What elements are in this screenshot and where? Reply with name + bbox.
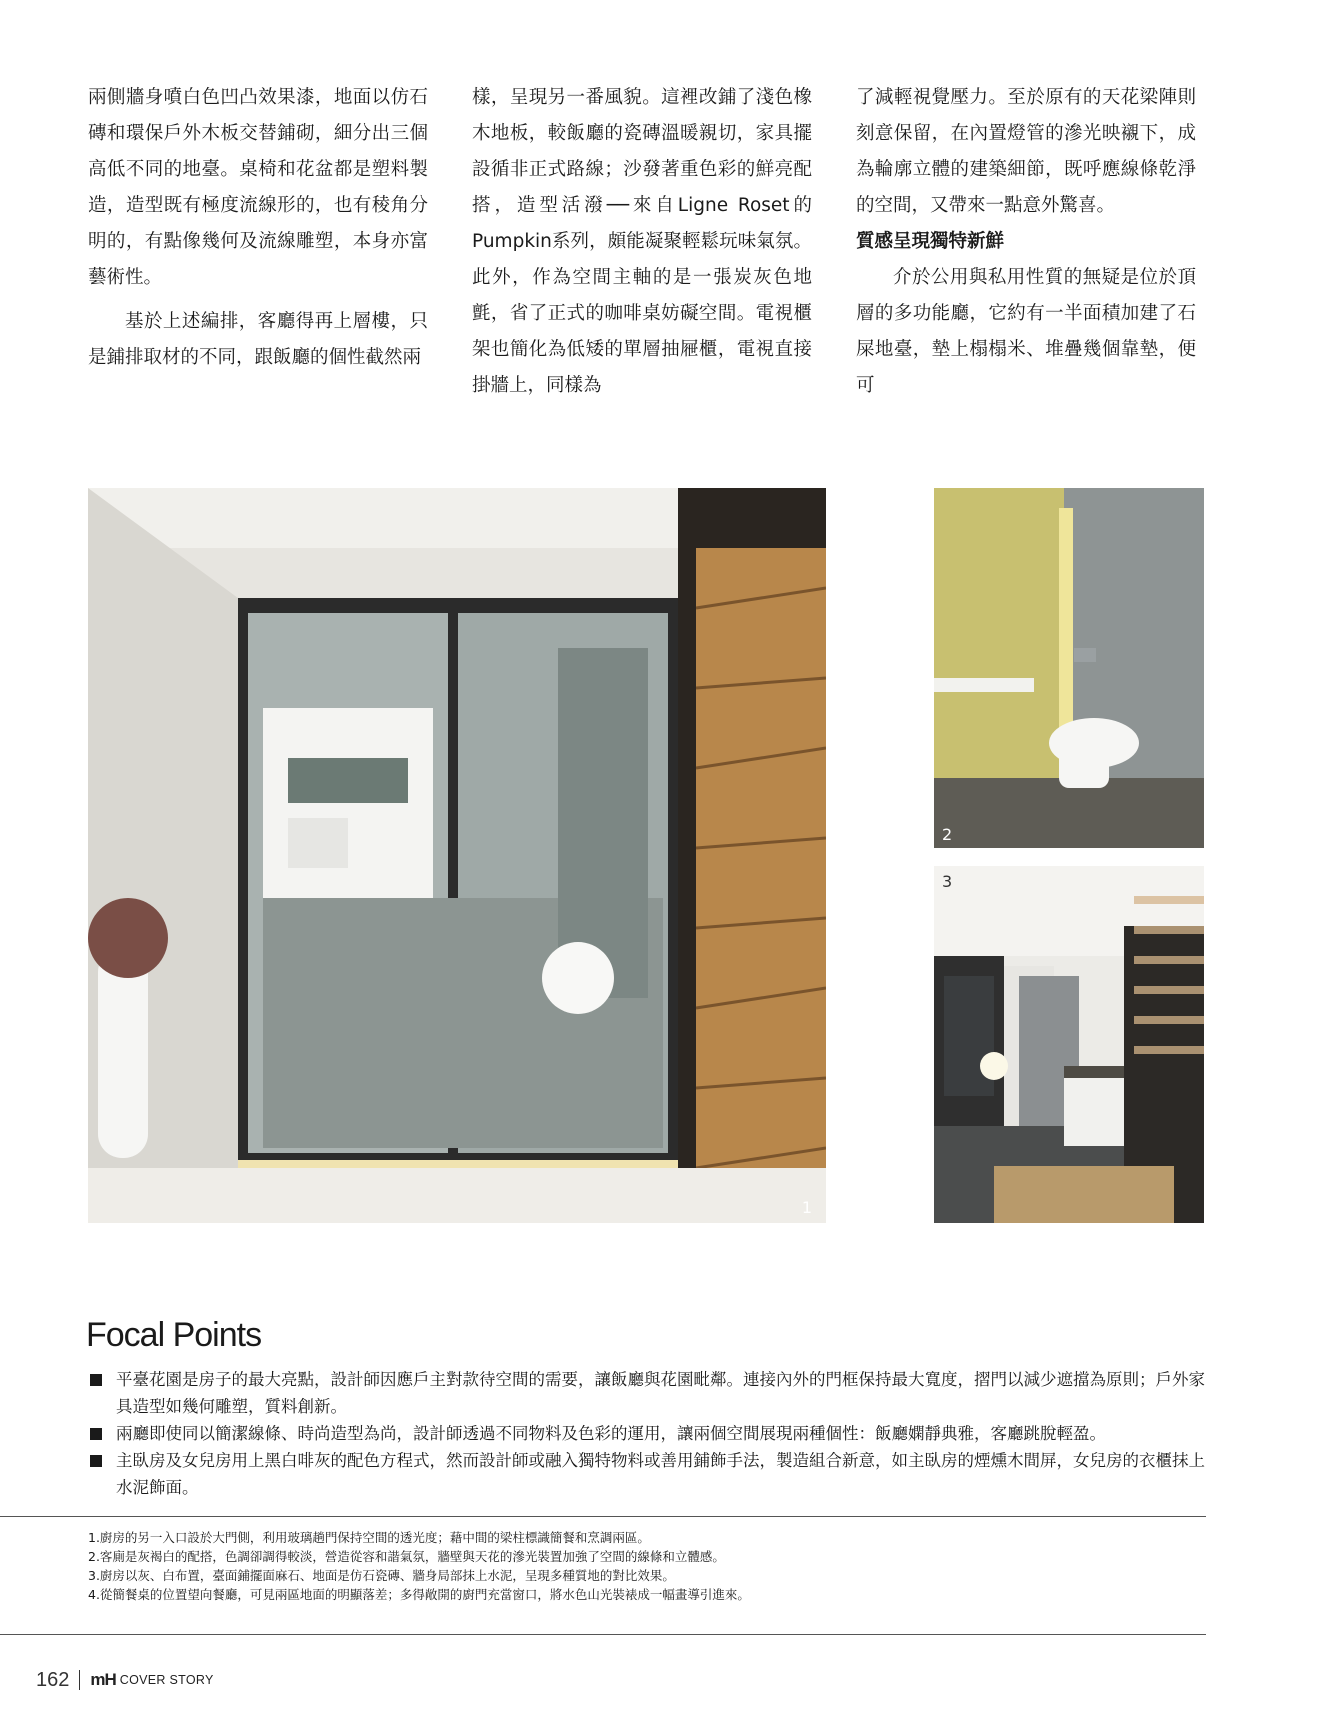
- caption-line: 1.廚房的另一入口設於大門側，利用玻璃趟門保持空間的透光度；藉中間的梁柱標識簡餐和烹調兩區。: [88, 1530, 650, 1545]
- list-item-text: 平臺花園是房子的最大亮點，設計師因應戶主對款待空間的需要，讓飯廳與花園毗鄰。連接內外的門框保持最大寬度，摺門以減少遮擋為原則；戶外家具造型如幾何雕塑，質料創新。: [116, 1370, 1205, 1416]
- square-bullet-icon: [90, 1455, 102, 1467]
- footer-separator: [79, 1670, 80, 1690]
- square-bullet-icon: [90, 1374, 102, 1386]
- caption-line: 4.從簡餐桌的位置望向餐廳，可見兩區地面的明顯落差；多得敞開的廚門充當窗口，將水色山光裝裱成一幅畫導引進來。: [88, 1587, 750, 1602]
- page-footer: [36, 1668, 214, 1692]
- photo-number: 2: [942, 825, 953, 844]
- photo-3-illustration: [934, 866, 1204, 1223]
- photo-guest-toilet: [934, 488, 1204, 848]
- photo-number: 1: [801, 1198, 812, 1217]
- photo-2-illustration: [934, 488, 1204, 848]
- photo-number: 3: [942, 872, 953, 891]
- section-label: COVER STORY: [119, 1673, 214, 1687]
- photo-entrance-glass-door: [88, 488, 826, 1223]
- focal-points-title: Focal Points: [86, 1316, 262, 1354]
- list-item: [88, 1420, 1208, 1447]
- list-item: [88, 1366, 1208, 1420]
- caption-line: 3.廚房以灰、白布置，臺面鋪擺面麻石、地面是仿石瓷磚、牆身局部抹上水泥，呈現多種質地的對比效果。: [88, 1568, 675, 1583]
- article-paragraph: 樣，呈現另一番風貌。這裡改鋪了淺色橡木地板，較飯廳的瓷磚溫暖親切，家具擺設循非正式路線；沙發著重色彩的鮮亮配搭，造型活潑──來自Ligne Roset的Pumpkin系列，頗能凝聚輕鬆玩味氣氛。此外，作為空間主軸的是一張炭灰色地氈，省了正式的咖啡桌妨礙空間。電視櫃架也簡化為低矮的單層抽屜櫃，電視直接掛牆上，同樣為: [472, 87, 812, 396]
- caption-line: 2.客廁是灰褐白的配搭，色調卻調得較淡，營造從容和諧氣氛，牆壁與天花的滲光裝置加強了空間的線條和立體感。: [88, 1549, 725, 1564]
- article-column-2: [472, 80, 812, 404]
- page-number: 162: [36, 1668, 70, 1691]
- article-paragraph: 基於上述編排，客廳得再上層樓，只是鋪排取材的不同，跟飯廳的個性截然兩: [88, 311, 428, 368]
- photo-kitchen: [934, 866, 1204, 1223]
- divider: [0, 1516, 1206, 1517]
- square-bullet-icon: [90, 1428, 102, 1440]
- list-item: [88, 1447, 1208, 1501]
- article-paragraph: 介於公用與私用性質的無疑是位於頂層的多功能廳，它約有一半面積加建了石屎地臺，墊上榻榻米、堆疊幾個靠墊，便可: [856, 267, 1196, 396]
- photo-1-illustration: [88, 488, 826, 1223]
- article-column-3: [856, 80, 1196, 404]
- list-item-text: 兩廳即使同以簡潔線條、時尚造型為尚，設計師透過不同物料及色彩的運用，讓兩個空間展現兩種個性：飯廳嫻靜典雅，客廳跳脫輕盈。: [116, 1424, 1106, 1443]
- article-column-1: [88, 80, 428, 376]
- article-paragraph: 兩側牆身噴白色凹凸效果漆，地面以仿石磚和環保戶外木板交替鋪砌，細分出三個高低不同的地臺。桌椅和花盆都是塑料製造，造型既有極度流線形的，也有稜角分明的，有點像幾何及流線雕塑，本身亦富藝術性。: [88, 87, 428, 288]
- article-paragraph: 了減輕視覺壓力。至於原有的天花梁陣則刻意保留，在內置燈管的滲光映襯下，成為輪廓立體的建築細節，既呼應線條乾淨的空間，又帶來一點意外驚喜。: [856, 87, 1196, 216]
- divider: [0, 1634, 1206, 1635]
- section-heading: 質感呈現獨特新鮮: [856, 231, 1005, 252]
- list-item-text: 主臥房及女兒房用上黑白啡灰的配色方程式，然而設計師或融入獨特物料或善用鋪飾手法，製造組合新意，如主臥房的煙燻木間屏，女兒房的衣櫃抹上水泥飾面。: [116, 1451, 1205, 1497]
- photo-captions: [88, 1528, 1198, 1604]
- magazine-logo: mH: [90, 1670, 116, 1689]
- focal-points-list: [88, 1366, 1208, 1501]
